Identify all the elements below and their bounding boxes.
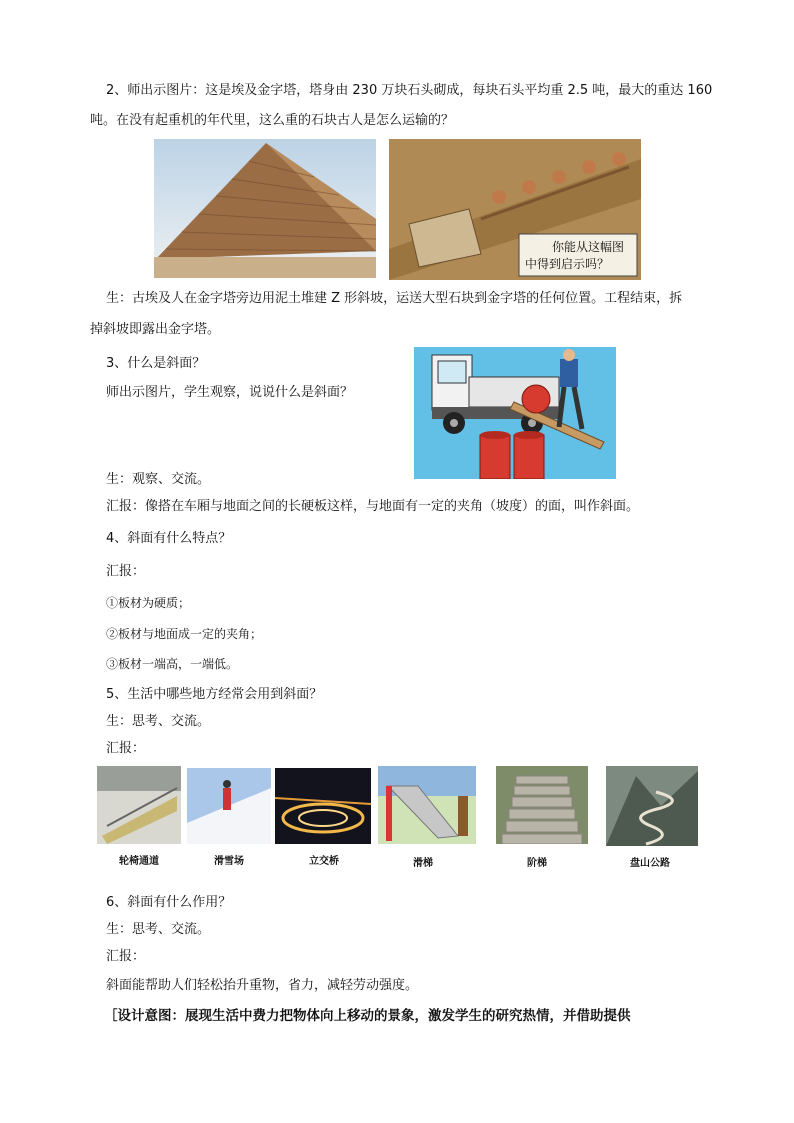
- design-intent: ［设计意图：展现生活中费力把物体向上移动的景象，激发学生的研究热情，并借助提供: [104, 1008, 631, 1024]
- question-3-instruction: 师出示图片，学生观察，说说什么是斜面？: [106, 385, 354, 400]
- student-answer-3: 生：思考、交流。: [106, 714, 211, 729]
- report-label-2: 汇报：: [106, 564, 146, 579]
- question-5: 5、生活中哪些地方经常会用到斜面？: [106, 687, 323, 702]
- question-6: 6、斜面有什么作用？: [106, 895, 232, 910]
- report-label-3: 汇报：: [106, 741, 146, 756]
- photo-interchange-bridge: [275, 768, 371, 844]
- truck-ramp-illustration: [414, 347, 616, 479]
- report-label-4: 汇报：: [106, 949, 146, 964]
- question-4: 4、斜面有什么特点？: [106, 531, 232, 546]
- feature-2: ②板材与地面成一定的夹角；: [106, 627, 263, 641]
- photo-playground-slide: [378, 766, 476, 844]
- paragraph-pyramid-line1: 2、师出示图片：这是埃及金字塔，塔身由 230 万块石头砌成，每块石头平均重 2.5 吨，最大的重达 160: [106, 83, 713, 98]
- caption-interchange-bridge: 立交桥: [309, 856, 339, 867]
- photo-ski-slope: [187, 768, 271, 844]
- pyramid-photo: [154, 139, 376, 278]
- answer-6: 斜面能帮助人们轻松抬升重物，省力，减轻劳动强度。: [106, 978, 419, 993]
- question-3: 3、什么是斜面？: [106, 356, 206, 371]
- student-answer-line2: 掉斜坡即露出金字塔。: [90, 322, 221, 337]
- photo-mountain-road: [606, 766, 698, 846]
- caption-playground-slide: 滑梯: [413, 858, 433, 869]
- student-answer-line1: 生：古埃及人在金字塔旁边用泥土堆建 Z 形斜坡，运送大型石块到金字塔的任何位置。工程结束，拆: [106, 291, 683, 306]
- caption-stairs: 阶梯: [527, 858, 547, 869]
- mural-text-line2: 中得到启示吗？: [525, 257, 610, 271]
- caption-mountain-road: 盘山公路: [630, 858, 670, 869]
- photo-wheelchair-ramp: [97, 766, 181, 844]
- student-answer-2: 生：观察、交流。: [106, 472, 211, 487]
- caption-ski-slope: 滑雪场: [214, 856, 244, 867]
- feature-1: ①板材为硬质；: [106, 596, 191, 610]
- paragraph-pyramid-line2: 吨。在没有起重机的年代里，这么重的石块古人是怎么运输的？: [90, 113, 455, 128]
- student-answer-4: 生：思考、交流。: [106, 922, 211, 937]
- mural-text-line1: 你能从这幅图: [552, 240, 625, 254]
- feature-3: ③板材一端高，一端低。: [106, 657, 239, 671]
- photo-stairs: [496, 766, 588, 844]
- report-definition: 汇报：像搭在车厢与地面之间的长硬板这样，与地面有一定的夹角（坡度）的面，叫作斜面。: [106, 499, 640, 514]
- caption-wheelchair-ramp: 轮椅通道: [119, 856, 159, 867]
